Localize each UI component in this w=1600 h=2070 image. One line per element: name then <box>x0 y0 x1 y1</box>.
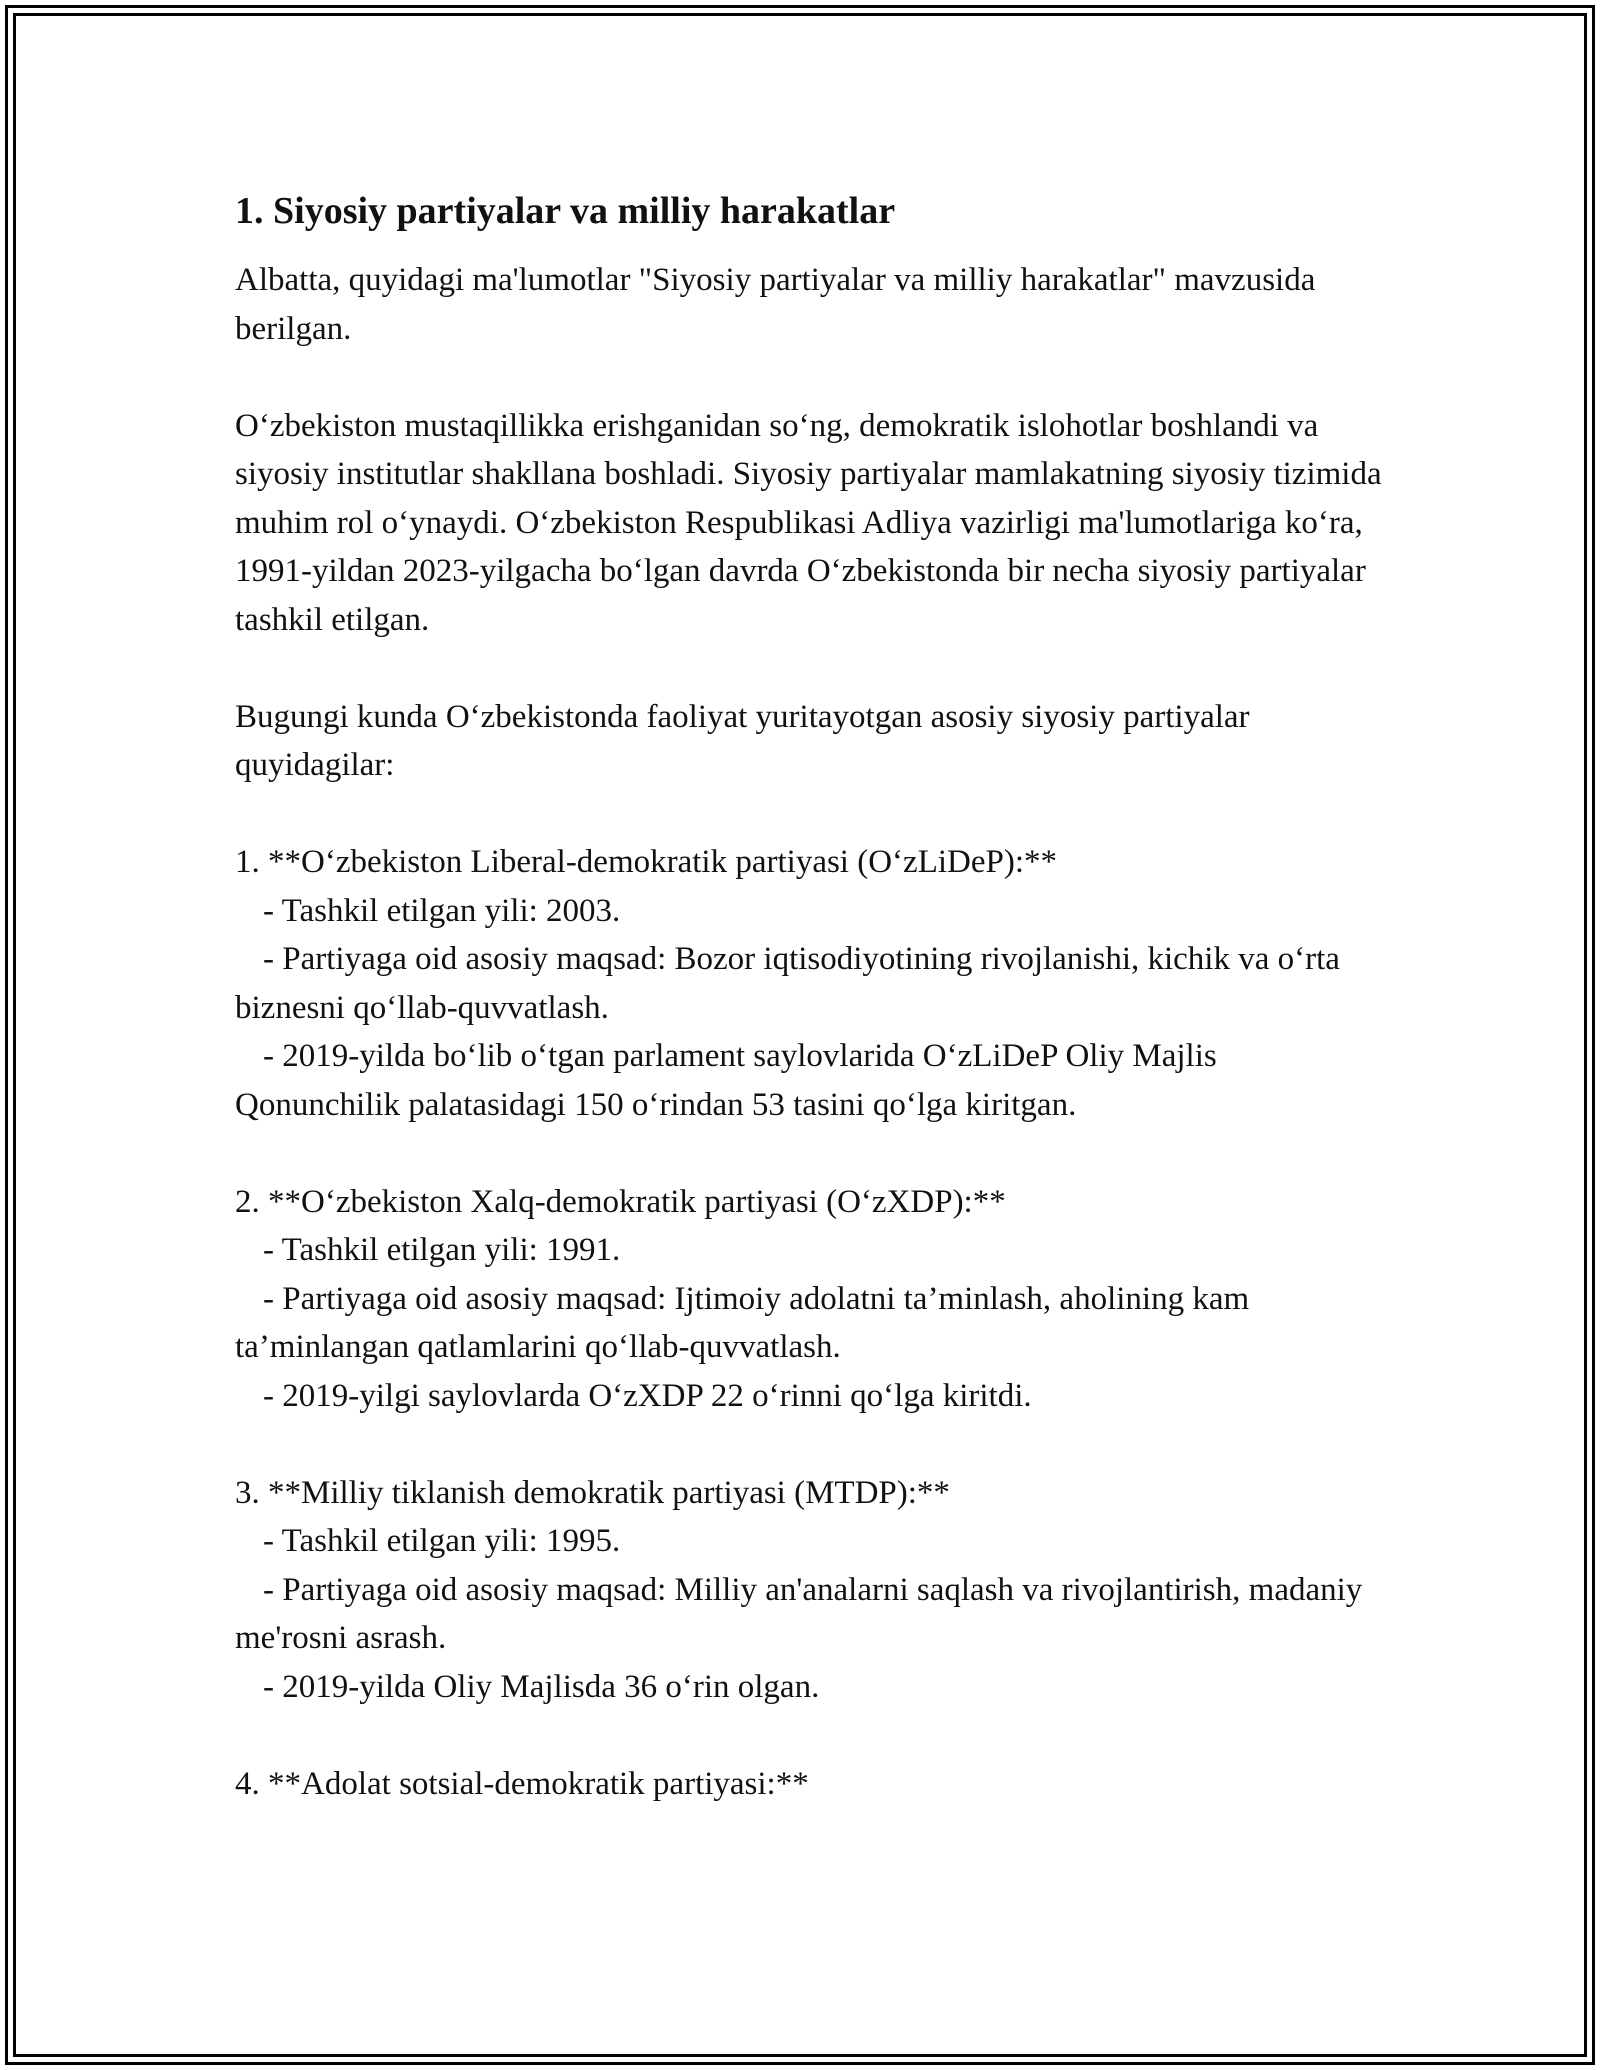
party-item <box>235 1178 1385 1421</box>
party-heading: 1. **O‘zbekiston Liberal-demokratik partiyasi (O‘zLiDeP):** <box>235 844 1058 880</box>
intro-paragraph: Albatta, quyidagi ma'lumotlar "Siyosiy partiyalar va milliy harakatlar" mavzusida berilgan. <box>235 262 1324 347</box>
party-goal: - Partiyaga oid asosiy maqsad: Bozor iqtisodiyotining rivojlanishi, kichik va o‘rta biznesni qo‘llab-quvvatlash. <box>235 941 1349 1026</box>
party-item <box>235 838 1385 1129</box>
document-title: 1. Siyosiy partiyalar va milliy harakatlar <box>235 190 896 232</box>
parties-intro-paragraph: Bugungi kunda O‘zbekistonda faoliyat yuritayotgan asosiy siyosiy partiyalar quyidagilar: <box>235 698 1258 783</box>
party-heading: 2. **O‘zbekiston Xalq-demokratik partiyasi (O‘zXDP):** <box>235 1183 1006 1220</box>
party-heading: 4. **Adolat sotsial-demokratik partiyasi:** <box>235 1765 809 1802</box>
party-founded: - Tashkil etilgan yili: 2003. <box>263 892 621 929</box>
party-elections: - 2019-yilda bo‘lib o‘tgan parlament saylovlarida O‘zLiDeP Oliy Majlis Qonunchilik palatasidagi 150 o‘rindan 53 tasini qo‘lga kiritgan. <box>235 1038 1225 1123</box>
party-elections: - 2019-yilda Oliy Majlisda 36 o‘rin olgan. <box>263 1668 820 1705</box>
document-page <box>235 186 1390 1808</box>
party-item <box>235 1469 1385 1712</box>
party-heading: 3. **Milliy tiklanish demokratik partiyasi (MTDP):** <box>235 1474 950 1511</box>
party-goal: - Partiyaga oid asosiy maqsad: Milliy an'analarni saqlash va rivojlantirish, madaniy me'rosni asrash. <box>235 1571 1371 1656</box>
party-goal: - Partiyaga oid asosiy maqsad: Ijtimoiy adolatni ta’minlash, aholining kam ta’minlangan qatlamlarini qo‘llab-quvvatlash. <box>235 1280 1258 1365</box>
party-elections: - 2019-yilgi saylovlarda O‘zXDP 22 o‘rinni qo‘lga kiritdi. <box>263 1377 1032 1414</box>
party-founded: - Tashkil etilgan yili: 1995. <box>263 1523 621 1559</box>
history-paragraph: O‘zbekiston mustaqillikka erishganidan so‘ng, demokratik islohotlar boshlandi va siyosiy institutlar shakllana boshladi. Siyosiy partiyalar mamlakatning siyosiy tizimida muhim rol o‘ynaydi. O‘zbekiston Respublikasi Adliya vazirligi ma'lumotlariga ko‘ra, 1991-yildan 2023-yilgacha bo‘lgan davrda O‘zbekistonda bir necha siyosiy partiyalar tashkil etilgan. <box>235 407 1390 638</box>
party-founded: - Tashkil etilgan yili: 1991. <box>263 1232 621 1268</box>
